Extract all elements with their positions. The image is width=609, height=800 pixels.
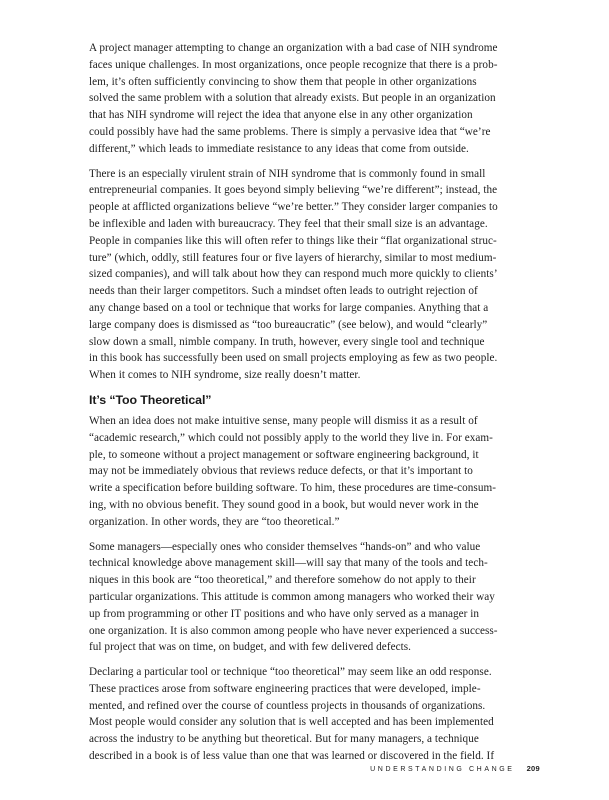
text-line: organization. In other words, they are “too theoretical.” [89, 515, 340, 528]
text-line: ful project that was on time, on budget, and with few delivered defects. [89, 641, 412, 654]
paragraph-nih-challenges [89, 40, 523, 158]
text-line: any change based on a tool or technique that works for large companies. Anything that a [89, 301, 489, 314]
running-head: UNDERSTANDING CHANGE [370, 766, 515, 773]
text-line: Most people would consider any solution that is well accepted and has been implemented [89, 716, 494, 729]
text-line: niques in this book are “too theoretical,” and therefore somehow do not apply to their [89, 574, 476, 587]
text-line: There is an especially virulent strain of NIH syndrome that is commonly found in small [89, 167, 486, 180]
text-line: in this book has successfully been used on small projects employing as few as two people. [89, 352, 498, 365]
text-line: When an idea does not make intuitive sense, many people will dismiss it as a result of [89, 414, 478, 427]
text-line: People in companies like this will often refer to things like their “flat organizational struc- [89, 234, 497, 247]
text-line: described in a book is of less value than one that was learned or discovered in the field. If [89, 750, 495, 763]
text-line: write a specification before building software. To him, these procedures are time-consum- [89, 482, 497, 495]
text-line: could possibly have had the same problems. There is simply a pervasive idea that “we’re [89, 125, 491, 138]
text-line: ing, with no obvious benefit. They sound good in a book, but would never work in the [89, 498, 479, 511]
text-line: people at afflicted organizations believe “we’re better.” They consider larger companies to [89, 201, 498, 214]
text-line: A project manager attempting to change an organization with a bad case of NIH syndrome [89, 42, 498, 54]
text-line: ture” (which, oddly, still features four or five layers of hierarchy, similar to most medium- [89, 251, 497, 264]
text-line: When it comes to NIH syndrome, size really doesn’t matter. [89, 369, 361, 382]
text-line: be inflexible and laden with bureaucracy. They feel that their small size is an advantage. [89, 217, 488, 230]
text-line: Some managers—especially ones who consider themselves “hands-on” and who value [89, 540, 481, 553]
page-number: 209 [526, 764, 540, 773]
text-line: particular organizations. This attitude is common among managers who worked their way [89, 590, 495, 603]
text-line: technical knowledge above management skill—will say that many of the tools and tech- [89, 557, 488, 570]
text-line: across the industry to be anything but theoretical. But for many managers, a technique [89, 733, 479, 746]
section-heading-too-theoretical: It’s “Too Theoretical” [89, 392, 212, 407]
paragraph-hands-on-managers [89, 539, 523, 657]
text-line: mented, and refined over the course of countless projects in thousands of organizations. [89, 699, 486, 712]
text-line: one organization. It is also common among people who have never experienced a success- [89, 624, 498, 637]
paragraph-academic-research [89, 413, 523, 531]
paragraph-odd-response [89, 664, 523, 765]
text-line: that has NIH syndrome will reject the idea that anyone else in any other organization [89, 109, 473, 122]
text-line: sized companies), and will talk about how they can respond much more quickly to clients’ [89, 268, 498, 281]
text-line: ple, to someone without a project management or software engineering background, it [89, 448, 479, 461]
text-line: up from programming or other IT positions and who have only served as a manager in [89, 607, 480, 620]
text-line: These practices arose from software engineering practices that were developed, imple- [89, 682, 481, 695]
text-line: lem, it’s often sufficiently convincing to show them that people in other organizations [89, 75, 477, 88]
text-line: faces unique challenges. In most organizations, once people recognize that there is a prob- [89, 58, 498, 71]
text-line: slow down a small, nimble company. In truth, however, every single tool and technique [89, 335, 485, 348]
text-line: solved the same problem with a solution that already exists. But people in an organization [89, 92, 496, 105]
text-line: may not be immediately obvious that reviews reduce defects, or that it’s important to [89, 465, 473, 478]
text-line: large company does is dismissed as “too bureaucratic” (see below), and would “clearly” [89, 318, 488, 331]
page-footer [0, 764, 540, 775]
text-line: different,” which leads to immediate resistance to any ideas that come from outside. [89, 142, 469, 155]
text-line: “academic research,” which could not possibly apply to the world they live in. For exam- [89, 431, 493, 444]
body-text-column [89, 40, 523, 773]
paragraph-nih-small-companies [89, 166, 523, 384]
text-line: needs than their larger competitors. Such a mindset often leads to outright rejection of [89, 285, 478, 298]
text-line: Declaring a particular tool or technique “too theoretical” may seem like an odd response. [89, 666, 492, 679]
text-line: entrepreneurial companies. It goes beyond simply believing “we’re different”; instead, the [89, 184, 498, 197]
